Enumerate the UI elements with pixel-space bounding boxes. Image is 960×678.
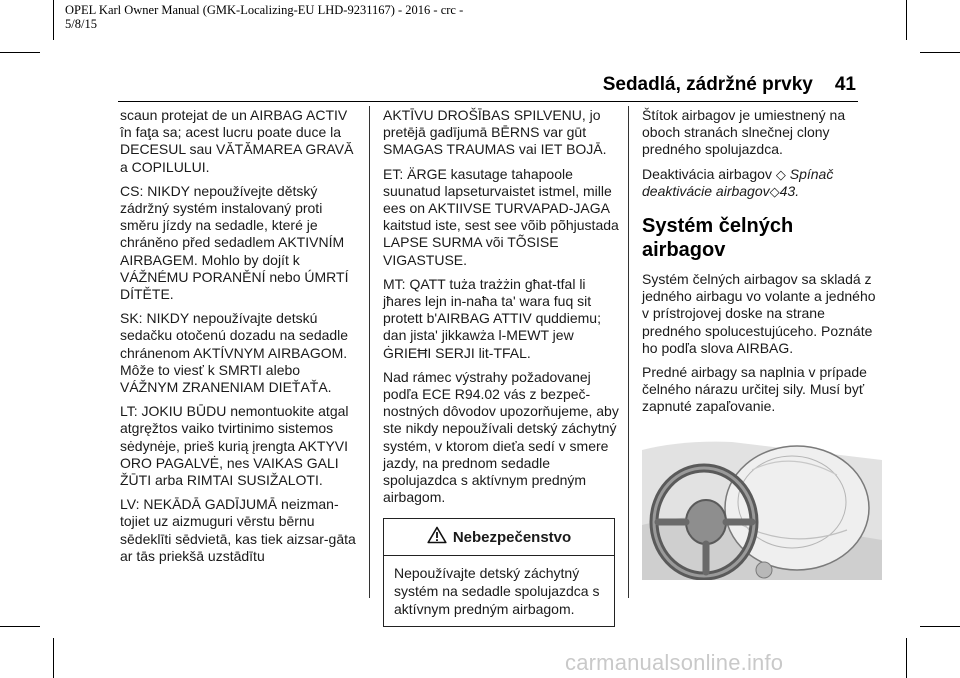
paragraph: LV: NEKĀDĀ GADĪJUMĀ neizman-tojiet uz aizmuguri vērstu bērnu sēdeklīti sēdvietā, kas tiek aizsar-gāta ar tās priekšā uzstādītu — [120, 496, 356, 564]
cross-reference — [642, 166, 878, 200]
warning-title: Nebezpečenstvo — [452, 528, 572, 546]
paragraph: Nad rámec výstrahy požadovanej podľa ECE R94.02 vás z bezpeč-nostných dôvodov upozorňujeme, aby ste nikdy nepoužívali detský záchytný systém, v ktorom dieťa sedí v smere jazdy, na prednom sedadle spolujazdca s aktívnym predným airbagom. — [383, 368, 619, 506]
paragraph: Štítok airbagov je umiestnený na oboch stranách slnečnej clony predného spolujazdca. — [642, 107, 846, 158]
watermark: carmanualsonline.info — [565, 650, 784, 675]
section-title: Sedadlá, zádržné prvky — [602, 74, 813, 95]
reference-arrow-icon: ◇ — [775, 166, 786, 182]
crop-mark — [920, 626, 960, 627]
section-heading: Systém čelných airbagov — [642, 215, 794, 262]
crop-mark — [906, 638, 907, 678]
reference-link[interactable]: Spínač deaktivácie airbagov — [642, 165, 834, 199]
document-info: OPEL Karl Owner Manual (GMK-Localizing-EU LHD-9231167) - 2016 - crc - 5/8/15 — [65, 3, 464, 31]
warning-triangle-icon — [427, 526, 447, 548]
crop-mark — [0, 626, 40, 627]
paragraph: CS: NIKDY nepoužívejte dětský zádržný systém instalovaný proti směru jízdy na sedadle, které je chráněno před sedadlem AKTIVNÍM AIRBAGEM. Mohlo by dojít k VÁŽNÉMU PORANĚNÍ nebo ÚMRTÍ DÍTĚTE. — [120, 182, 349, 303]
column-divider — [628, 106, 629, 598]
page-number: 41 — [834, 74, 856, 95]
paragraph: SK: NIKDY nepoužívajte detskú sedačku otočenú dozadu na sedadle chránenom AKTÍVNYM AIRBAGOM. Môže to viesť k SMRTI alebo VÁŽNYM ZRANENIAM DIEŤAŤA. — [120, 310, 349, 396]
paragraph: Predné airbagy sa naplnia v prípade čelného nárazu určitej sily. Musí byť zapnuté zapaľovanie. — [642, 364, 867, 415]
column-2 — [383, 107, 621, 627]
airbag-illustration — [642, 430, 882, 585]
reference-label: Deaktivácia airbagov — [642, 165, 772, 182]
paragraph: MT: QATT tuża trażżin għat-tfal li jħares lejn in-naħa ta' wara fuq sit protett b'AIRBAG ATTIV quddiemu; dan jista' jikkawża l-MEWT jew ĠRIEĦI SERJI lit-TFAL. — [383, 275, 601, 361]
page-heading — [603, 74, 856, 96]
page-arrow-icon: ◇ — [769, 183, 780, 199]
header-rule — [118, 101, 858, 102]
column-1 — [120, 107, 360, 572]
paragraph: Systém čelných airbagov sa skladá z jedného airbagu vo volante a jedného v prístrojovej doske na strane predného spolucestujúceho. Poznáte ho podľa slova AIRBAG. — [642, 271, 876, 356]
warning-text: Nepoužívajte detský záchytný systém na sedadle spolujazdca s aktívnym predným airbagom. — [394, 564, 600, 617]
paragraph: scaun protejat de un AIRBAG ACTIV în faţa sa; acest lucru poate duce la DECESUL sau VĂTĂMAREA GRAVĂ a COPILULUI. — [120, 107, 354, 175]
crop-mark — [0, 52, 40, 53]
column-divider — [369, 106, 370, 598]
crop-mark — [53, 638, 54, 678]
crop-mark — [920, 52, 960, 53]
crop-mark — [53, 0, 54, 40]
column-3 — [642, 107, 878, 423]
warning-header — [384, 519, 614, 555]
crop-mark — [906, 0, 907, 40]
paragraph: LT: JOKIU BŪDU nemontuokite atgal atgręžtos vaiko tvirtinimo sistemos sėdynėje, prieš kurią įrengta AKTYVI ORO PAGALVĖ, nes VAIKAS GALI ŽŪTI arba RIMTAI SUSIŽALOTI. — [120, 403, 349, 489]
danger-warning-box — [383, 518, 615, 626]
paragraph: ET: ÄRGE kasutage tahapoole suunatud lapseturvaistet istmel, mille ees on AKTIIVSE TURVAPAD-JAGA kaitstud iste, sest see võib põhjustada LAPSE SURMA või TÕSISE VIGASTUSE. — [383, 165, 619, 268]
paragraph: AKTĪVU DROŠĪBAS SPILVENU, jo pretējā gadījumā BĒRNS var gūt SMAGAS TRAUMAS vai IET BOJĀ. — [383, 107, 607, 158]
reference-page[interactable]: 43. — [779, 182, 800, 199]
